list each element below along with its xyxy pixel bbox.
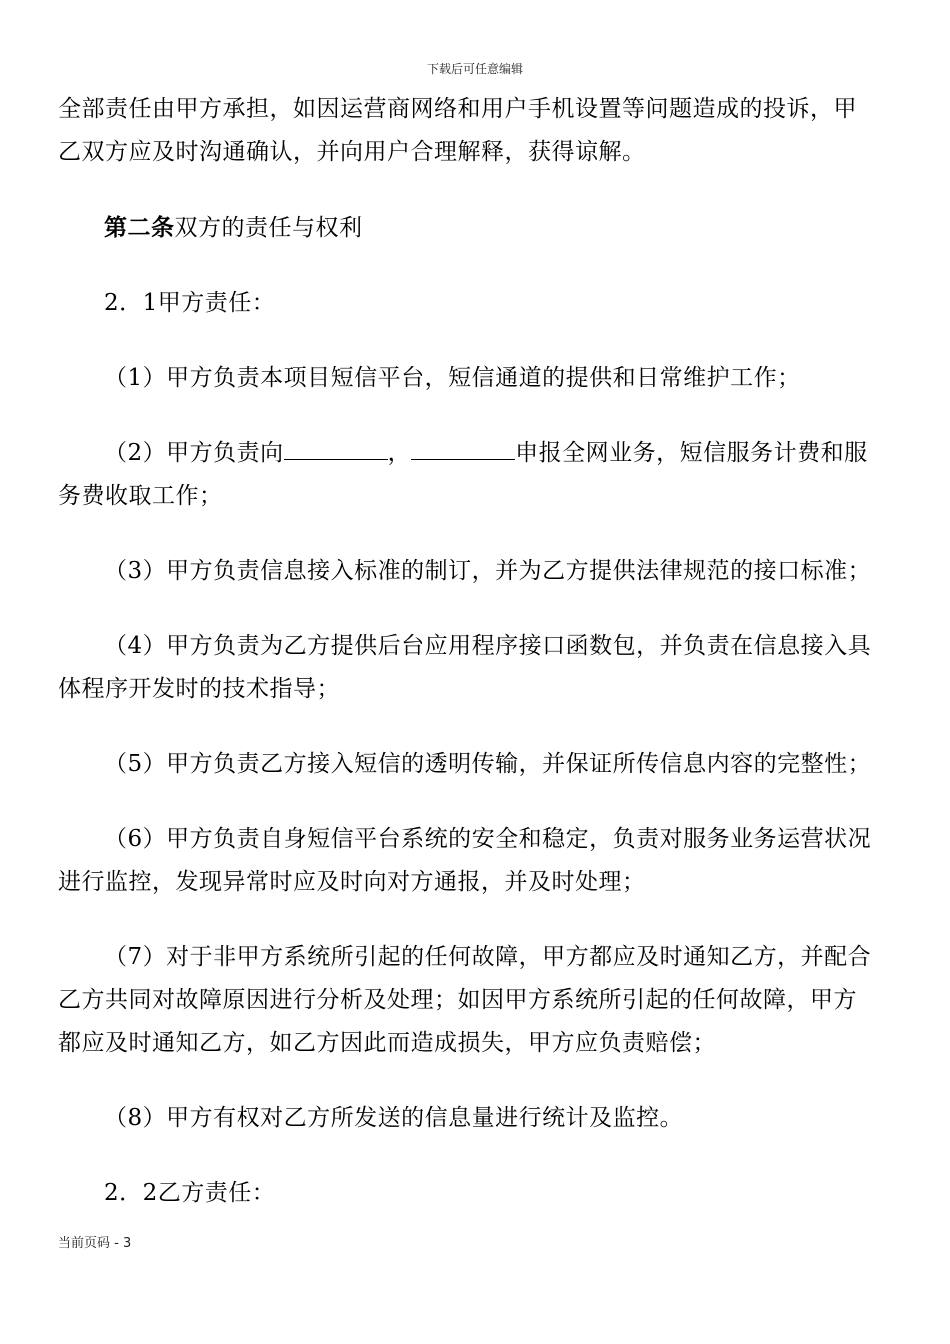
list-item-4: （4）甲方负责为乙方提供后台应用程序接口函数包，并负责在信息接入具体程序开发时的技术指导；: [58, 633, 872, 702]
list-item-3: （3）甲方负责信息接入标准的制订，并为乙方提供法律规范的接口标准；: [104, 558, 872, 584]
list-item-7: （7）对于非甲方系统所引起的任何故障，甲方都应及时通知乙方，并配合乙方共同对故障原因进行分析及处理；如因甲方系统所引起的任何故障，甲方都应及时通知乙方，如乙方因此而造成损失，甲方应负责赔偿；: [58, 944, 872, 1056]
blank-field-1: [284, 439, 388, 460]
list-item-6: （6）甲方负责自身短信平台系统的安全和稳定，负责对服务业务运营状况进行监控，发现异常时应及时向对方通报，并及时处理；: [58, 826, 872, 895]
page-footer: 当前页码 - 3: [58, 1236, 132, 1251]
list-item-2: [58, 432, 878, 518]
list-item-1: （1）甲方负责本项目短信平台，短信通道的提供和日常维护工作；: [104, 365, 801, 391]
page-header: 下载后可任意编辑: [426, 62, 523, 76]
item2-part-b: ，: [387, 440, 412, 466]
section-heading-2-2: 2．2乙方责任：: [104, 1180, 276, 1206]
article-title: 双方的责任与权利: [174, 215, 363, 241]
item2-part-c: 申报全网业务，短信服务计费和服务费收取工作；: [58, 440, 868, 509]
article-heading: [58, 206, 878, 250]
document-body: [58, 88, 878, 1215]
list-item-8: （8）甲方有权对乙方所发送的信息量进行统计及监控。: [104, 1105, 684, 1131]
blank-field-2: [411, 439, 515, 460]
article-label: 第二条: [104, 214, 175, 241]
list-item-5: （5）甲方负责乙方接入短信的透明传输，并保证所传信息内容的完整性；: [104, 751, 872, 777]
item2-part-a: （2）甲方负责向: [104, 440, 284, 466]
paragraph-continuation: 全部责任由甲方承担，如因运营商网络和用户手机设置等问题造成的投诉，甲乙双方应及时沟通确认，并向用户合理解释，获得谅解。: [58, 96, 857, 165]
section-heading-2-1: 2．1甲方责任：: [104, 290, 276, 316]
